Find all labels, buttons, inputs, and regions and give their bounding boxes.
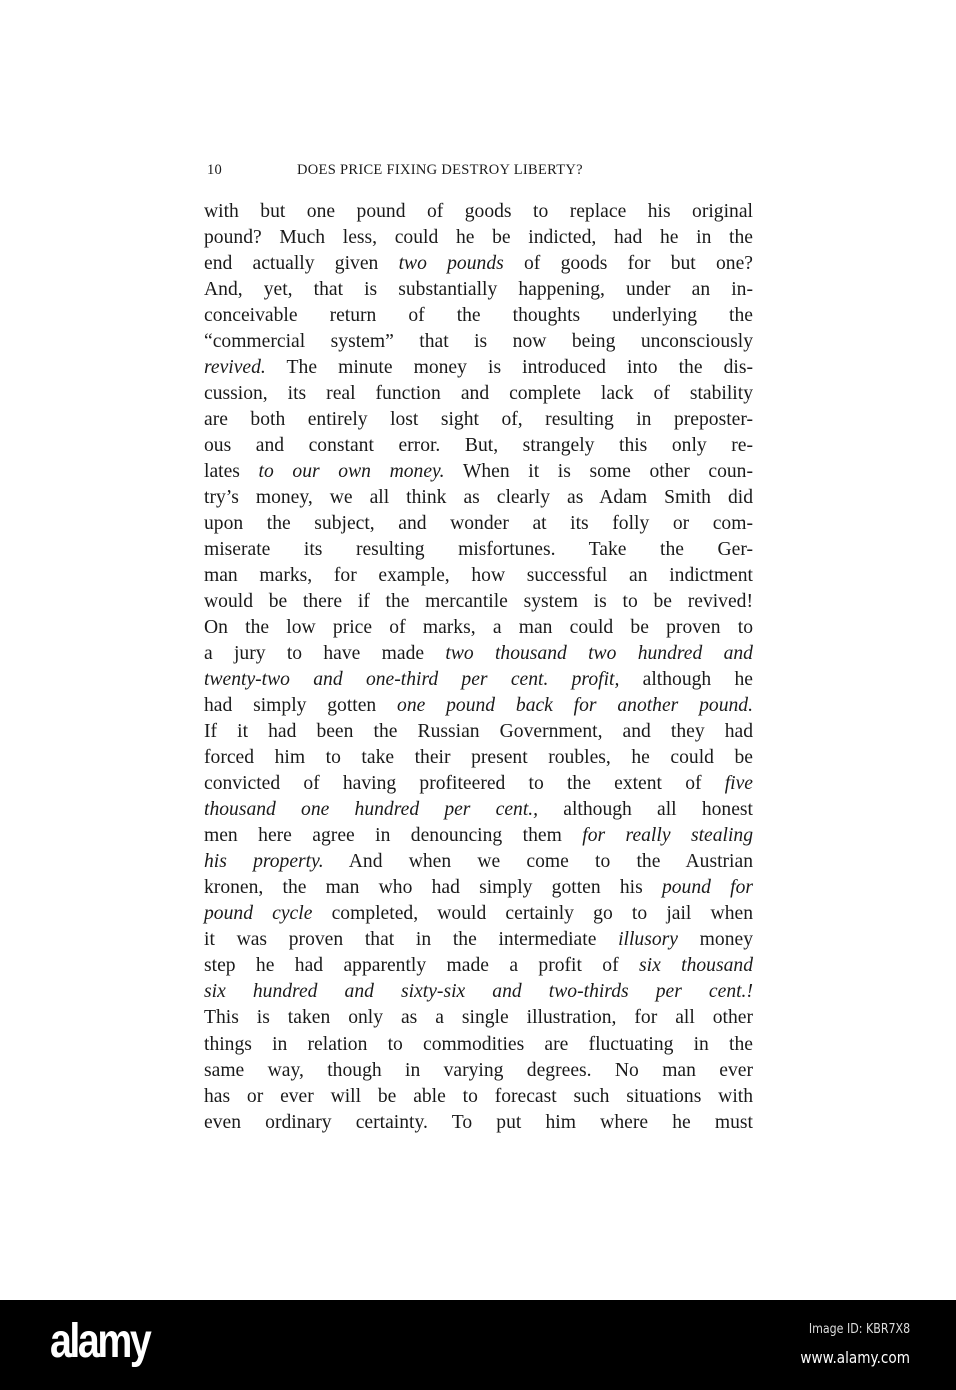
text-segment: men here agree in denouncing them bbox=[204, 825, 583, 847]
italic-text: thousand one hundred per cent., bbox=[204, 799, 539, 821]
text-line bbox=[204, 407, 753, 433]
italic-text: revived. bbox=[204, 357, 266, 379]
italic-text: one pound back for another pound. bbox=[397, 695, 753, 717]
text-line bbox=[204, 745, 753, 771]
text-segment: On the low price of marks, a man could be proven to bbox=[204, 617, 753, 639]
text-segment: ous and constant error. But, strangely this only re- bbox=[204, 435, 753, 457]
running-title: DOES PRICE FIXING DESTROY LIBERTY? bbox=[297, 162, 583, 178]
text-segment: forced him to take their present roubles, he could be bbox=[204, 747, 753, 769]
text-line bbox=[204, 303, 753, 329]
text-segment: a jury to have made bbox=[204, 643, 446, 665]
alamy-logo: alamy bbox=[50, 1315, 150, 1368]
text-segment: This is taken only as a single illustration, for all other bbox=[204, 1007, 753, 1029]
text-line bbox=[204, 641, 753, 667]
text-line bbox=[204, 1032, 753, 1058]
text-segment: had simply gotten bbox=[204, 695, 398, 717]
text-line bbox=[204, 225, 753, 251]
site-url: www.alamy.com bbox=[800, 1348, 910, 1367]
text-segment: convicted of having profiteered to the extent of bbox=[204, 773, 725, 795]
text-line bbox=[204, 251, 753, 277]
italic-text: two thousand two hundred and bbox=[445, 643, 753, 665]
text-segment: And when we come to the Austrian bbox=[323, 851, 753, 873]
text-segment: with but one pound of goods to replace his original bbox=[204, 201, 753, 222]
text-segment: same way, though in varying degrees. No man ever bbox=[204, 1059, 753, 1081]
text-line bbox=[204, 901, 753, 927]
italic-text: illusory bbox=[618, 929, 678, 951]
text-line bbox=[204, 277, 753, 303]
text-segment: man marks, for example, how successful an indictment bbox=[204, 565, 753, 587]
text-line bbox=[204, 927, 753, 953]
italic-text: pound for bbox=[661, 877, 754, 899]
watermark-banner bbox=[0, 1300, 956, 1390]
text-segment: of goods for but one? bbox=[503, 253, 753, 275]
text-line bbox=[204, 823, 753, 849]
text-line bbox=[204, 953, 753, 979]
text-segment: things in relation to commodities are fluctuating in the bbox=[204, 1033, 753, 1055]
text-segment: miserate its resulting misfortunes. Take the Ger- bbox=[204, 539, 753, 561]
italic-text: his property. bbox=[204, 851, 324, 873]
text-segment: although he bbox=[619, 669, 754, 691]
italic-text: two pounds bbox=[398, 253, 504, 275]
text-line bbox=[204, 849, 753, 875]
text-segment: end actually given bbox=[204, 253, 399, 275]
text-line bbox=[204, 563, 753, 589]
page-number: 10 bbox=[207, 162, 223, 178]
text-segment: upon the subject, and wonder at its folly or com- bbox=[204, 513, 753, 535]
text-segment: When it is some other coun- bbox=[444, 461, 753, 483]
italic-text: for really stealing bbox=[582, 825, 753, 847]
italic-text: pound cycle bbox=[204, 903, 313, 925]
text-line bbox=[204, 667, 753, 693]
text-line bbox=[204, 381, 753, 407]
text-segment: kronen, the man who had simply gotten his bbox=[204, 877, 662, 899]
italic-text: twenty-two and one-third per cent. profit, bbox=[204, 669, 620, 691]
text-line bbox=[204, 875, 753, 901]
text-segment: cussion, its real function and complete lack of stability bbox=[204, 383, 753, 405]
text-line bbox=[204, 1110, 753, 1136]
text-segment: are both entirely lost sight of, resulting in preposter- bbox=[204, 409, 753, 431]
text-segment: it was proven that in the intermediate bbox=[204, 929, 619, 951]
text-segment: has or ever will be able to forecast such situations with bbox=[204, 1085, 753, 1107]
text-line bbox=[204, 615, 753, 641]
italic-text: six hundred and sixty-six and two-thirds per cent.! bbox=[204, 981, 753, 1003]
text-line bbox=[204, 433, 753, 459]
image-id-label: Image ID: KBR7X8 bbox=[808, 1322, 910, 1337]
text-segment: pound? Much less, could he be indicted, had he in the bbox=[204, 227, 753, 249]
text-line bbox=[204, 355, 753, 381]
text-line bbox=[204, 797, 753, 823]
text-segment: money bbox=[677, 929, 753, 951]
text-line bbox=[204, 589, 753, 615]
text-line bbox=[204, 693, 753, 719]
text-segment: try’s money, we all think as clearly as Adam Smith did bbox=[204, 487, 753, 509]
text-line bbox=[204, 1005, 753, 1031]
text-segment: completed, would certainly go to jail when bbox=[312, 903, 753, 925]
italic-text: five bbox=[724, 773, 753, 795]
text-segment: And, yet, that is substantially happening, under an in- bbox=[204, 279, 753, 301]
text-segment: would be there if the mercantile system is to be revived! bbox=[204, 591, 753, 613]
text-line bbox=[204, 979, 753, 1005]
text-segment: If it had been the Russian Government, and they had bbox=[204, 721, 753, 743]
text-line bbox=[204, 537, 753, 563]
text-line bbox=[204, 459, 753, 485]
text-line bbox=[204, 719, 753, 745]
text-line bbox=[204, 511, 753, 537]
page-header bbox=[207, 162, 647, 184]
text-segment: even ordinary certainty. To put him where he must bbox=[204, 1111, 753, 1133]
text-segment: The minute money is introduced into the dis- bbox=[265, 357, 753, 379]
text-line bbox=[204, 199, 753, 225]
text-line bbox=[204, 485, 753, 511]
text-line bbox=[204, 1058, 753, 1084]
italic-text: six thousand bbox=[639, 955, 753, 977]
text-segment: conceivable return of the thoughts underlying the bbox=[204, 305, 753, 327]
text-segment: lates bbox=[204, 461, 259, 483]
italic-text: to our own money. bbox=[258, 461, 445, 483]
text-segment: step he had apparently made a profit of bbox=[204, 955, 639, 977]
text-segment: “commercial system” that is now being unconsciously bbox=[204, 331, 753, 353]
body-text bbox=[204, 199, 753, 1136]
text-line bbox=[204, 329, 753, 355]
text-line bbox=[204, 771, 753, 797]
text-line bbox=[204, 1084, 753, 1110]
text-segment: although all honest bbox=[538, 799, 753, 821]
